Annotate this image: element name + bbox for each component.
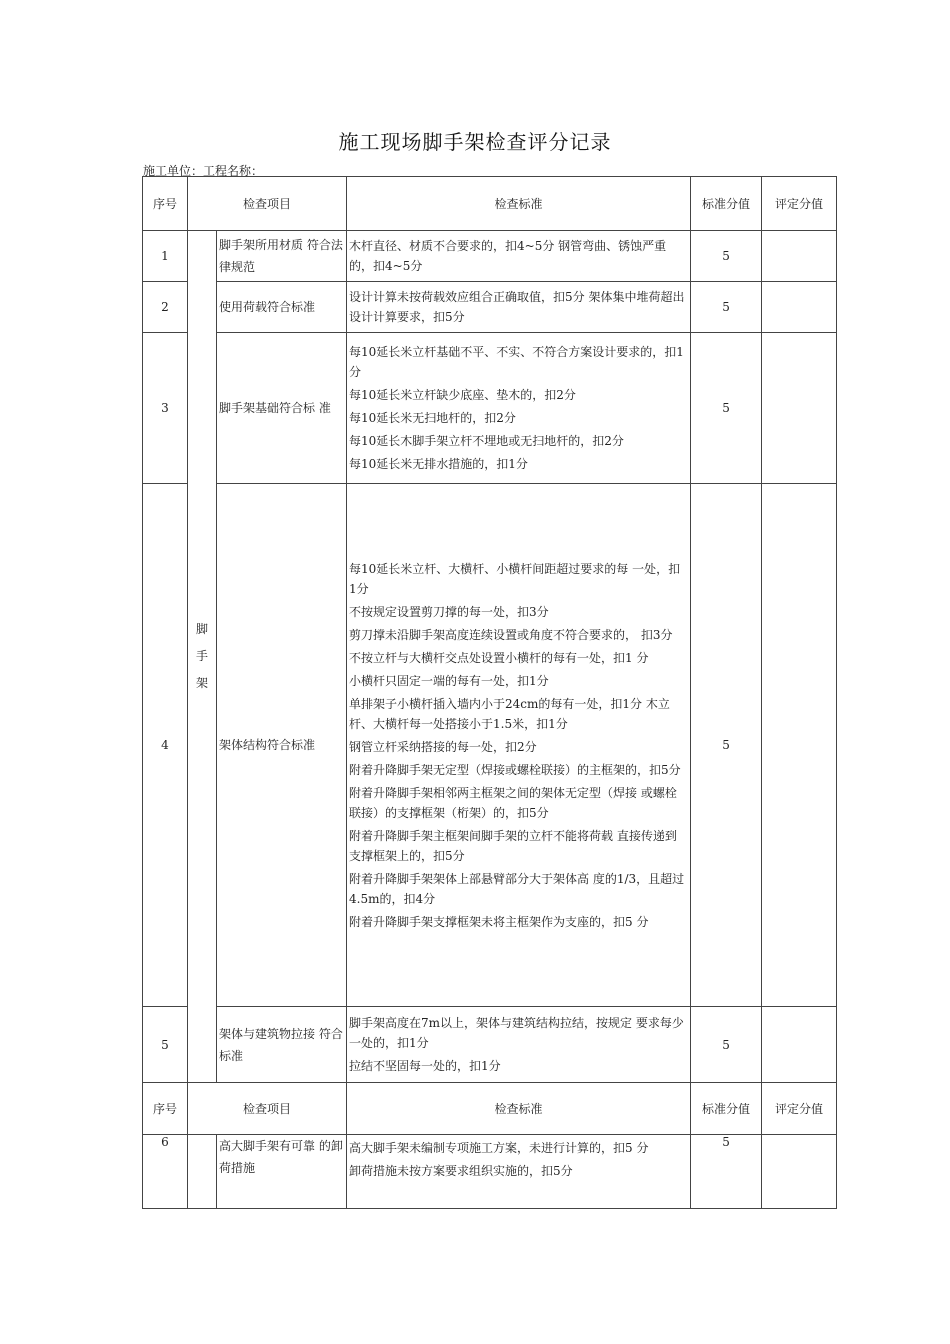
standard-line: 附着升降脚手架无定型（焊接或螺栓联接）的主框架的，扣5分 bbox=[349, 762, 681, 777]
row-eval-score bbox=[762, 333, 837, 484]
row-eval-score bbox=[762, 231, 837, 282]
row-item: 脚手架基础符合标 准 bbox=[217, 333, 347, 484]
row-std-score: 5 bbox=[691, 231, 762, 282]
header-standard: 检查标准 bbox=[347, 177, 691, 231]
row-seq: 3 bbox=[143, 333, 188, 484]
row-eval-score bbox=[762, 1135, 837, 1209]
standard-line: 小横杆只固定一端的每有一处，扣1分 bbox=[349, 673, 549, 688]
group-label-char: 架 bbox=[195, 676, 208, 690]
header-eval-score: 评定分值 bbox=[762, 177, 837, 231]
standard-line: 附着升降脚手架支撑框架未将主框架作为支座的，扣5 分 bbox=[349, 914, 649, 929]
standard-line: 不按立杆与大横杆交点处设置小横杆的每有一处，扣1 分 bbox=[349, 650, 649, 665]
row-seq: 2 bbox=[143, 282, 188, 333]
row-eval-score bbox=[762, 1007, 837, 1083]
standard-line: 单排架子小横杆插入墙内小于24cm的每有一处，扣1分 木立杆、大横杆每一处搭接小于1.5米，扣1分 bbox=[349, 696, 670, 731]
row-item: 架体结构符合标准 bbox=[217, 484, 347, 1007]
header-standard: 检查标准 bbox=[347, 1083, 691, 1135]
header-std-score: 标准分值 bbox=[691, 1083, 762, 1135]
standard-line: 每10延长米立杆基础不平、不实、不符合方案设计要求的，扣1分 bbox=[349, 345, 684, 379]
row-std-score: 5 bbox=[691, 1135, 762, 1209]
company-project-label: 施工单位：工程名称： bbox=[143, 164, 264, 178]
table-header-row bbox=[143, 177, 837, 231]
inspection-table bbox=[142, 176, 837, 1209]
standard-line: 脚手架高度在7m以上，架体与建筑结构拉结，按规定 要求每少一处的，扣1分 bbox=[349, 1016, 684, 1050]
page-title: 施工现场脚手架检查评分记录 bbox=[338, 130, 612, 154]
row-std-score: 5 bbox=[691, 333, 762, 484]
row-item: 脚手架所用材质 符合法律规范 bbox=[217, 231, 347, 282]
table-row bbox=[143, 282, 837, 333]
standard-line: 每10延长木脚手架立杆不埋地或无扫地杆的，扣2分 bbox=[349, 434, 624, 448]
row-standard bbox=[347, 231, 691, 282]
standard-line: 每10延长米立杆缺少底座、垫木的，扣2分 bbox=[349, 388, 576, 402]
header-item: 检查项目 bbox=[188, 1083, 347, 1135]
row-standard bbox=[347, 1135, 691, 1209]
header-seq: 序号 bbox=[143, 1083, 188, 1135]
standard-line: 拉结不坚固每一处的，扣1分 bbox=[349, 1059, 501, 1073]
row-item: 使用荷载符合标准 bbox=[217, 282, 347, 333]
row-seq: 6 bbox=[143, 1135, 188, 1209]
standard-line: 剪刀撑未沿脚手架高度连续设置或角度不符合要求的， 扣3分 bbox=[349, 627, 673, 642]
row-standard bbox=[347, 333, 691, 484]
standard-line: 附着升降脚手架架体上部悬臂部分大于架体高 度的1/3，且超过4.5m的，扣4分 bbox=[349, 871, 685, 906]
standard-line: 木杆直径、材质不合要求的，扣4~5分 钢管弯曲、锈蚀严重的，扣4~5分 bbox=[349, 239, 667, 273]
standard-line: 每10延长米无排水措施的，扣1分 bbox=[349, 457, 528, 471]
standard-line: 设计计算未按荷载效应组合正确取值，扣5分 架体集中堆荷超出设计计算要求，扣5分 bbox=[349, 290, 685, 324]
standard-line: 不按规定设置剪刀撑的每一处，扣3分 bbox=[349, 604, 549, 619]
standard-line: 卸荷措施未按方案要求组织实施的，扣5分 bbox=[349, 1164, 573, 1178]
standard-line: 高大脚手架未编制专项施工方案，未进行计算的，扣5 分 bbox=[349, 1141, 649, 1155]
row-seq: 4 bbox=[143, 484, 188, 1007]
table-row bbox=[143, 484, 837, 1007]
table-row bbox=[143, 231, 837, 282]
row-eval-score bbox=[762, 484, 837, 1007]
table-row bbox=[143, 1007, 837, 1083]
row-std-score: 5 bbox=[691, 1007, 762, 1083]
row-seq: 1 bbox=[143, 231, 188, 282]
standard-line: 附着升降脚手架主框架间脚手架的立杆不能将荷载 直接传递到支撑框架上的，扣5分 bbox=[349, 828, 677, 863]
row-standard bbox=[347, 1007, 691, 1083]
standard-line: 附着升降脚手架相邻两主框架之间的架体无定型（焊接 或螺栓联接）的支撑框架（桁架）的，扣5分 bbox=[349, 785, 677, 820]
table-header-row bbox=[143, 1083, 837, 1135]
header-item: 检查项目 bbox=[188, 177, 347, 231]
group-label-char: 脚 bbox=[195, 622, 208, 636]
standard-line: 每10延长米无扫地杆的，扣2分 bbox=[349, 411, 516, 425]
table-row bbox=[143, 1135, 837, 1209]
row-eval-score bbox=[762, 282, 837, 333]
standard-line: 钢管立杆采纳搭接的每一处，扣2分 bbox=[349, 739, 537, 754]
group-label-cell bbox=[188, 231, 217, 1083]
row-std-score: 5 bbox=[691, 484, 762, 1007]
standard-line: 每10延长米立杆、大横杆、小横杆间距超过要求的每 一处，扣1分 bbox=[349, 561, 681, 596]
header-seq: 序号 bbox=[143, 177, 188, 231]
table-row bbox=[143, 333, 837, 484]
row-standard bbox=[347, 484, 691, 1007]
header-std-score: 标准分值 bbox=[691, 177, 762, 231]
group-label-char: 手 bbox=[195, 649, 208, 663]
row-standard bbox=[347, 282, 691, 333]
row-seq: 5 bbox=[143, 1007, 188, 1083]
row-std-score: 5 bbox=[691, 282, 762, 333]
header-eval-score: 评定分值 bbox=[762, 1083, 837, 1135]
group-label-cell bbox=[188, 1135, 217, 1209]
row-item: 高大脚手架有可靠 的卸荷措施 bbox=[217, 1135, 347, 1209]
row-item: 架体与建筑物拉接 符合标准 bbox=[217, 1007, 347, 1083]
